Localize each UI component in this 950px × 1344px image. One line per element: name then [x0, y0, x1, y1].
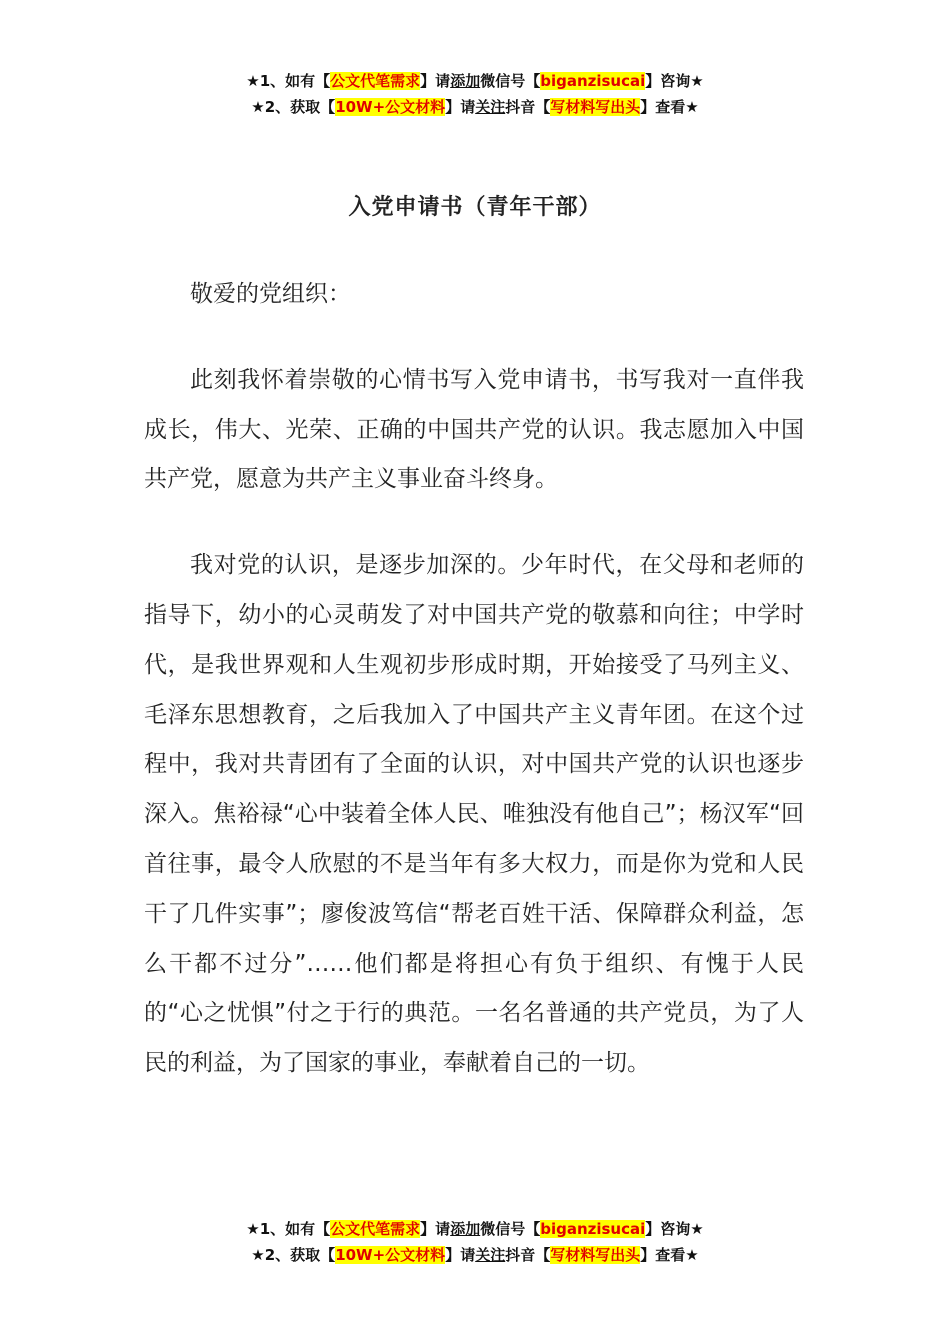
- document-title: 入党申请书（青年干部）: [348, 195, 602, 220]
- banner-text: 】查看★: [640, 1246, 699, 1264]
- banner-line-2: [0, 1242, 950, 1268]
- banner-underlined: 关注: [475, 98, 506, 116]
- banner-text: ★1、如有【: [246, 72, 331, 90]
- banner-line-1: [0, 1216, 950, 1242]
- banner-line-1: [0, 68, 950, 94]
- banner-line-2: [0, 94, 950, 120]
- banner-highlight: 写材料写出头: [550, 1246, 641, 1264]
- banner-highlight: 公文代笔需求: [330, 1220, 421, 1238]
- banner-underlined: 添加: [450, 72, 481, 90]
- banner-text: 】请: [420, 72, 451, 90]
- banner-highlight: 写材料写出头: [550, 98, 641, 116]
- banner-highlight: biganzisucai: [540, 1220, 646, 1238]
- banner-text: 】请: [420, 1220, 451, 1238]
- banner-text: 微信号【: [480, 72, 541, 90]
- document-body: [144, 270, 804, 1125]
- header-banner: [0, 68, 950, 120]
- salutation: 敬爱的党组织：: [190, 281, 351, 307]
- banner-text: 】请: [445, 1246, 476, 1264]
- banner-underlined: 添加: [450, 1220, 481, 1238]
- banner-text: 】咨询★: [645, 1220, 704, 1238]
- footer-banner: [0, 1216, 950, 1268]
- banner-underlined: 关注: [475, 1246, 506, 1264]
- banner-text: 】请: [445, 98, 476, 116]
- banner-text: 微信号【: [480, 1220, 541, 1238]
- banner-text: ★2、获取【: [251, 1246, 336, 1264]
- banner-highlight: 10W+公文材料: [335, 1246, 446, 1264]
- paragraph: 此刻我怀着崇敬的心情书写入党申请书，书写我对一直伴我成长，伟大、光荣、正确的中国共产党的认识。我志愿加入中国共产党，愿意为共产主义事业奋斗终身。: [144, 366, 804, 493]
- banner-text: 】查看★: [640, 98, 699, 116]
- banner-text: ★2、获取【: [251, 98, 336, 116]
- banner-text: ★1、如有【: [246, 1220, 331, 1238]
- banner-highlight: biganzisucai: [540, 72, 646, 90]
- banner-highlight: 公文代笔需求: [330, 72, 421, 90]
- paragraph: 我对党的认识，是逐步加深的。少年时代，在父母和老师的指导下，幼小的心灵萌发了对中国共产党的敬慕和向往；中学时代，是我世界观和人生观初步形成时期，开始接受了马列主义、毛泽东思想教育，之后我加入了中国共产主义青年团。在这个过程中，我对共青团有了全面的认识，对中国共产党的认识也逐步深入。焦裕禄“心中装着全体人民、唯独没有他自己”；杨汉军“回首往事，最令人欣慰的不是当年有多大权力，而是你为党和人民干了几件实事”；廖俊波笃信“帮老百姓干活、保障群众利益，怎么干都不过分”……他们都是将担心有负于组织、有愧于人民的“心之忧惧”付之于行的典范。一名名普通的共产党员，为了人民的利益，为了国家的事业，奉献着自己的一切。: [144, 552, 804, 1077]
- banner-highlight: 10W+公文材料: [335, 98, 446, 116]
- banner-text: 抖音【: [505, 98, 551, 116]
- banner-text: 】咨询★: [645, 72, 704, 90]
- banner-text: 抖音【: [505, 1246, 551, 1264]
